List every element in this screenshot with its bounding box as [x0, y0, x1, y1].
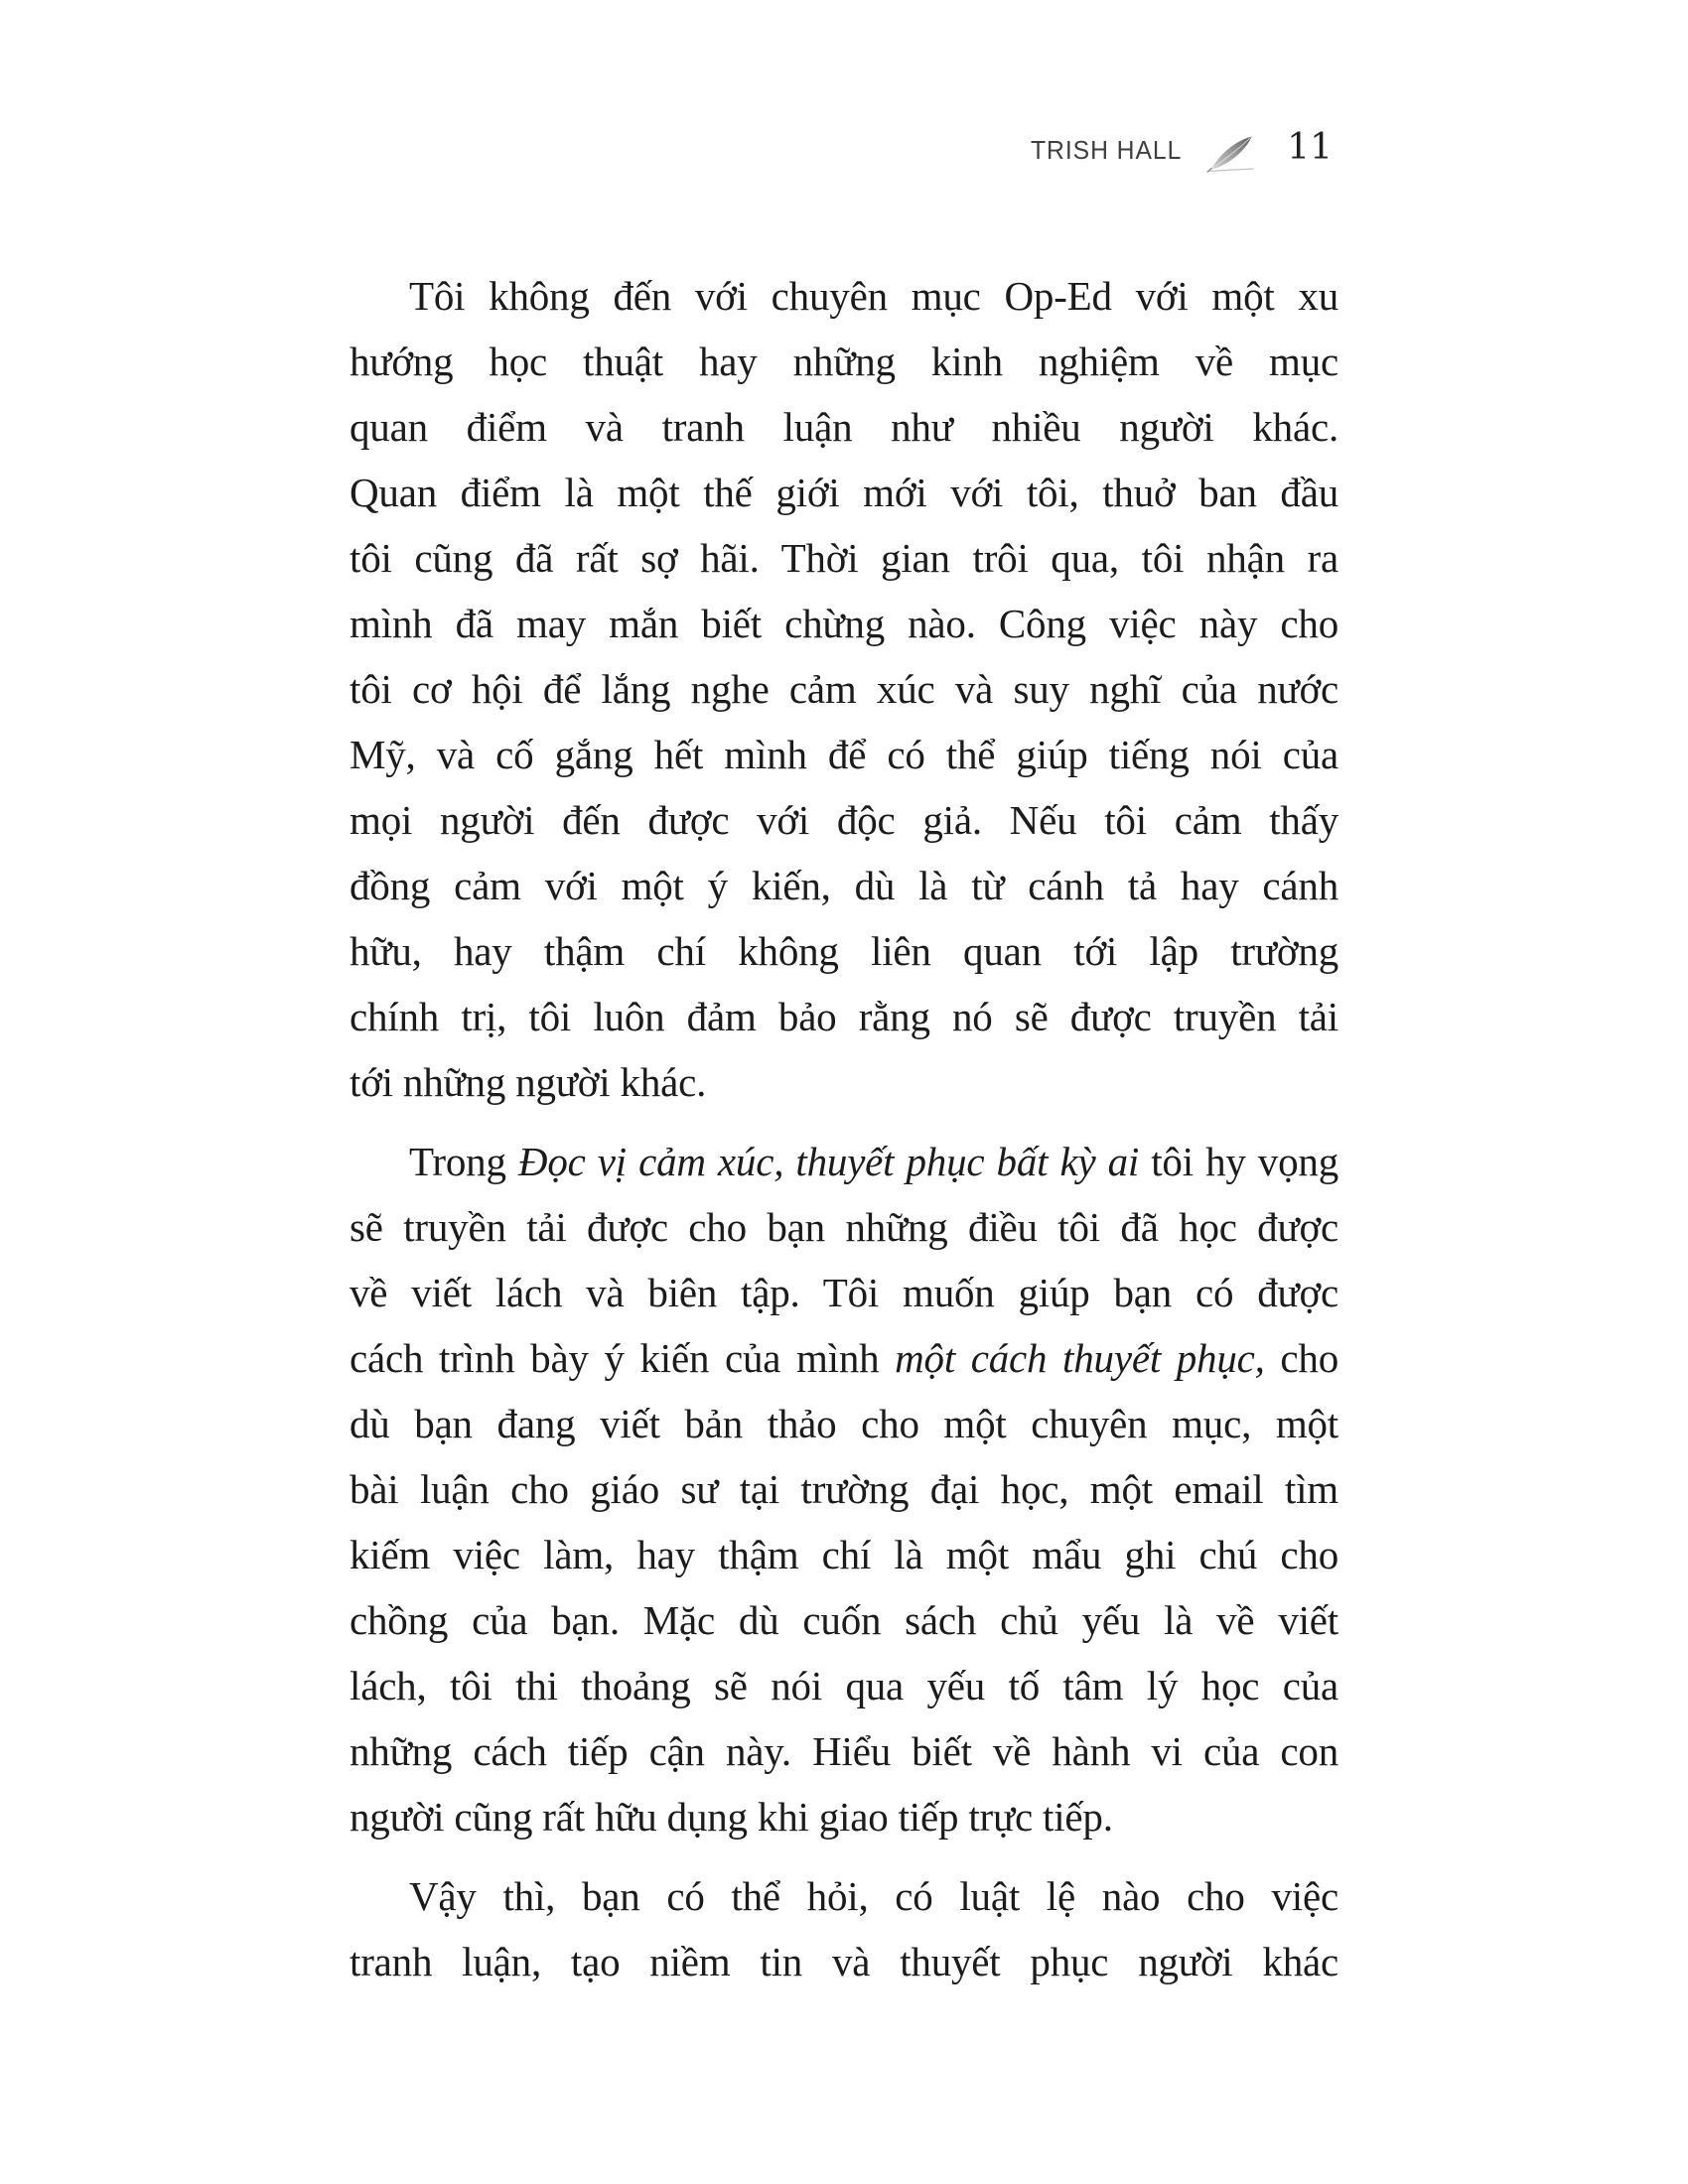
text-line: quan điểm và tranh luận như nhiều người khác.	[350, 404, 1338, 450]
text-line: dù bạn đang viết bản thảo cho một chuyên mục, một	[350, 1401, 1338, 1446]
text-block	[350, 263, 1338, 1994]
text-line: về viết lách và biên tập. Tôi muốn giúp bạn có được	[350, 1270, 1338, 1315]
quill-feather-icon	[1205, 134, 1255, 174]
text-line: lách, tôi thi thoảng sẽ nói qua yếu tố tâm lý học của	[350, 1663, 1338, 1708]
text-line: hướng học thuật hay những kinh nghiệm về mục	[350, 339, 1338, 384]
text-line: tôi cơ hội để lắng nghe cảm xúc và suy nghĩ của nước	[350, 666, 1338, 712]
text-line: người cũng rất hữu dụng khi giao tiếp trực tiếp.	[350, 1794, 1113, 1840]
text-line: bài luận cho giáo sư tại trường đại học, một email tìm	[350, 1466, 1338, 1512]
text-line: kiếm việc làm, hay thậm chí là một mẩu ghi chú cho	[350, 1532, 1338, 1577]
text-line: đồng cảm với một ý kiến, dù là từ cánh tả hay cánh	[350, 863, 1338, 908]
text-line: Mỹ, và cố gắng hết mình để có thể giúp tiếng nói của	[350, 732, 1338, 777]
text-line: tranh luận, tạo niềm tin và thuyết phục người khác	[350, 1939, 1338, 1984]
text-line: hữu, hay thậm chí không liên quan tới lập trường	[350, 928, 1338, 974]
text-line: Vậy thì, bạn có thể hỏi, có luật lệ nào cho việc	[409, 1873, 1338, 1919]
running-title: TRISH HALL	[1030, 135, 1183, 165]
text-line: tôi cũng đã rất sợ hãi. Thời gian trôi qua, tôi nhận ra	[350, 535, 1338, 581]
text-line: những cách tiếp cận này. Hiểu biết về hành vi của con	[350, 1728, 1338, 1774]
text-line: Quan điểm là một thế giới mới với tôi, thuở ban đầu	[350, 470, 1338, 515]
text-line: chính trị, tôi luôn đảm bảo rằng nó sẽ được truyền tải	[350, 994, 1338, 1039]
text-line: Trong Đọc vị cảm xúc, thuyết phục bất kỳ ai tôi hy vọng	[409, 1139, 1338, 1184]
text-line: tới những người khác.	[350, 1059, 707, 1105]
paragraph	[350, 1863, 1338, 1994]
text-line: mọi người đến được với độc giả. Nếu tôi cảm thấy	[350, 797, 1338, 843]
paragraph	[350, 1129, 1338, 1849]
text-line: sẽ truyền tải được cho bạn những điều tôi đã học được	[350, 1204, 1338, 1250]
text-line: chồng của bạn. Mặc dù cuốn sách chủ yếu là về viết	[350, 1597, 1338, 1643]
page-header	[1023, 127, 1333, 168]
text-line: Tôi không đến với chuyên mục Op-Ed với một xu	[409, 273, 1338, 319]
page-number: 11	[1287, 127, 1333, 168]
text-line: mình đã may mắn biết chừng nào. Công việc này cho	[350, 601, 1338, 646]
paragraph	[350, 263, 1338, 1115]
text-line: cách trình bày ý kiến của mình một cách thuyết phục, cho	[350, 1335, 1338, 1381]
